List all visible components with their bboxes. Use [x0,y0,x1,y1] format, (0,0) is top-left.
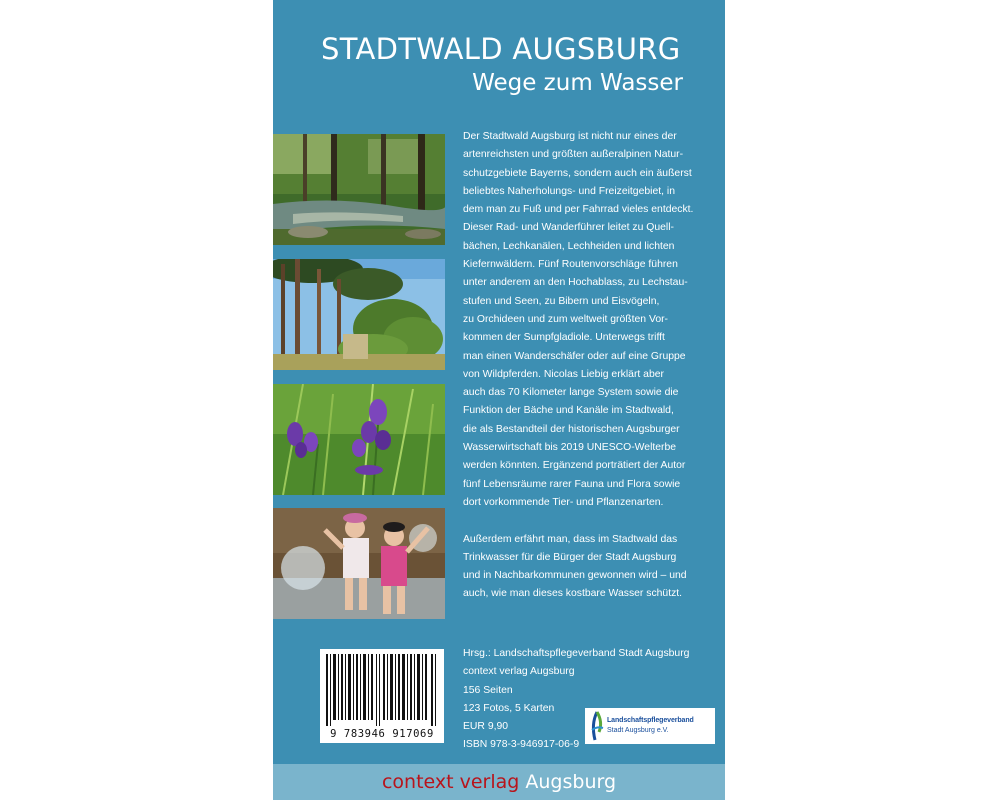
lpv-logo-sub: Stadt Augsburg e.V. [607,727,669,734]
barcode-bars [326,654,438,726]
forest-stream-photo [273,134,445,245]
book-description [463,128,713,604]
description-line: fünf Lebensräume rarer Fauna und Flora sowie [463,478,681,490]
description-line: man einen Wanderschäfer oder auf eine Gruppe [463,350,686,362]
description-line: Trinkwasser für die Bürger der Stadt Augsburg [463,551,677,563]
description-line: bächen, Lechkanälen, Lechheiden und lichten [463,240,675,252]
pine-forest-photo [273,259,445,370]
description-line: zu Orchideen und zum weltweit größten Vor- [463,313,669,325]
description-line: und in Nachbarkommunen gewonnen wird – und [463,570,687,582]
book-subtitle: Wege zum Wasser [472,70,683,96]
isbn-barcode [320,649,444,743]
description-line: beliebtes Naherholungs- und Freizeitgebiet, in [463,185,675,197]
description-line: kommen der Sumpfgladiole. Unterwegs trifft [463,332,665,344]
description-line: Außerdem erfährt man, dass im Stadtwald das [463,533,678,545]
landschaftspflegeverband-logo [585,708,715,744]
description-line: von Wildpferden. Nicolas Liebig erklärt aber [463,368,664,380]
price-line: EUR 9,90 [463,721,509,733]
isbn-line: ISBN 978-3-946917-06-9 [463,739,580,751]
media-line: 123 Fotos, 5 Karten [463,702,555,714]
lpv-logo-icon [589,710,605,742]
publisher-footer [273,764,725,800]
description-line: Dieser Rad- und Wanderführer leitet zu Quell- [463,222,674,234]
pages-line: 156 Seiten [463,684,513,696]
description-line: dort vorkommende Tier- und Pflanzenarten. [463,496,664,508]
description-line: auch das 70 Kilometer lange System sowie die [463,387,679,399]
description-line: unter anderem an den Hochablass, zu Lechstau- [463,277,688,289]
children-splashing-water-photo [273,508,445,619]
description-line: Wasserwirtschaft bis 2019 UNESCO-Welterbe [463,442,677,454]
description-paragraph-1 [463,128,713,512]
book-back-cover [273,0,725,800]
description-line: schutzgebiete Bayerns, sondern auch ein äußerst [463,167,692,179]
publisher-name-part1: context verlag [381,771,520,793]
editor-line: Hrsg.: Landschaftspflegeverband Stadt Augsburg [463,648,690,659]
description-line: artenreichsten und größten außeralpinen Natur- [463,149,684,161]
description-line: stufen und Seen, zu Bibern und Eisvögeln, [463,295,660,307]
description-line: dem man zu Fuß und per Fahrrad vieles entdeckt. [463,204,694,216]
book-title: STADTWALD AUGSBURG [321,32,681,66]
description-line: auch, wie man dieses kostbare Wasser schützt. [463,588,683,600]
lpv-logo-name: Landschaftspflegeverband [607,717,694,724]
description-line: Der Stadtwald Augsburg ist nicht nur eines der [463,131,677,142]
isbn-barcode-number: 9 783946 917069 [330,728,434,740]
description-line: werden könnten. Ergänzend porträtiert der Autor [463,460,686,472]
description-line: die als Bestandteil der historischen Augsburger [463,423,680,435]
publisher-line: context verlag Augsburg [463,666,575,678]
description-line: Funktion der Bäche und Kanäle im Stadtwald, [463,405,674,417]
purple-gladiolus-photo [273,384,445,495]
description-line: Kiefernwäldern. Fünf Routenvorschläge führen [463,259,678,271]
description-paragraph-2 [463,531,713,604]
publisher-name-part2: Augsburg [525,771,617,793]
